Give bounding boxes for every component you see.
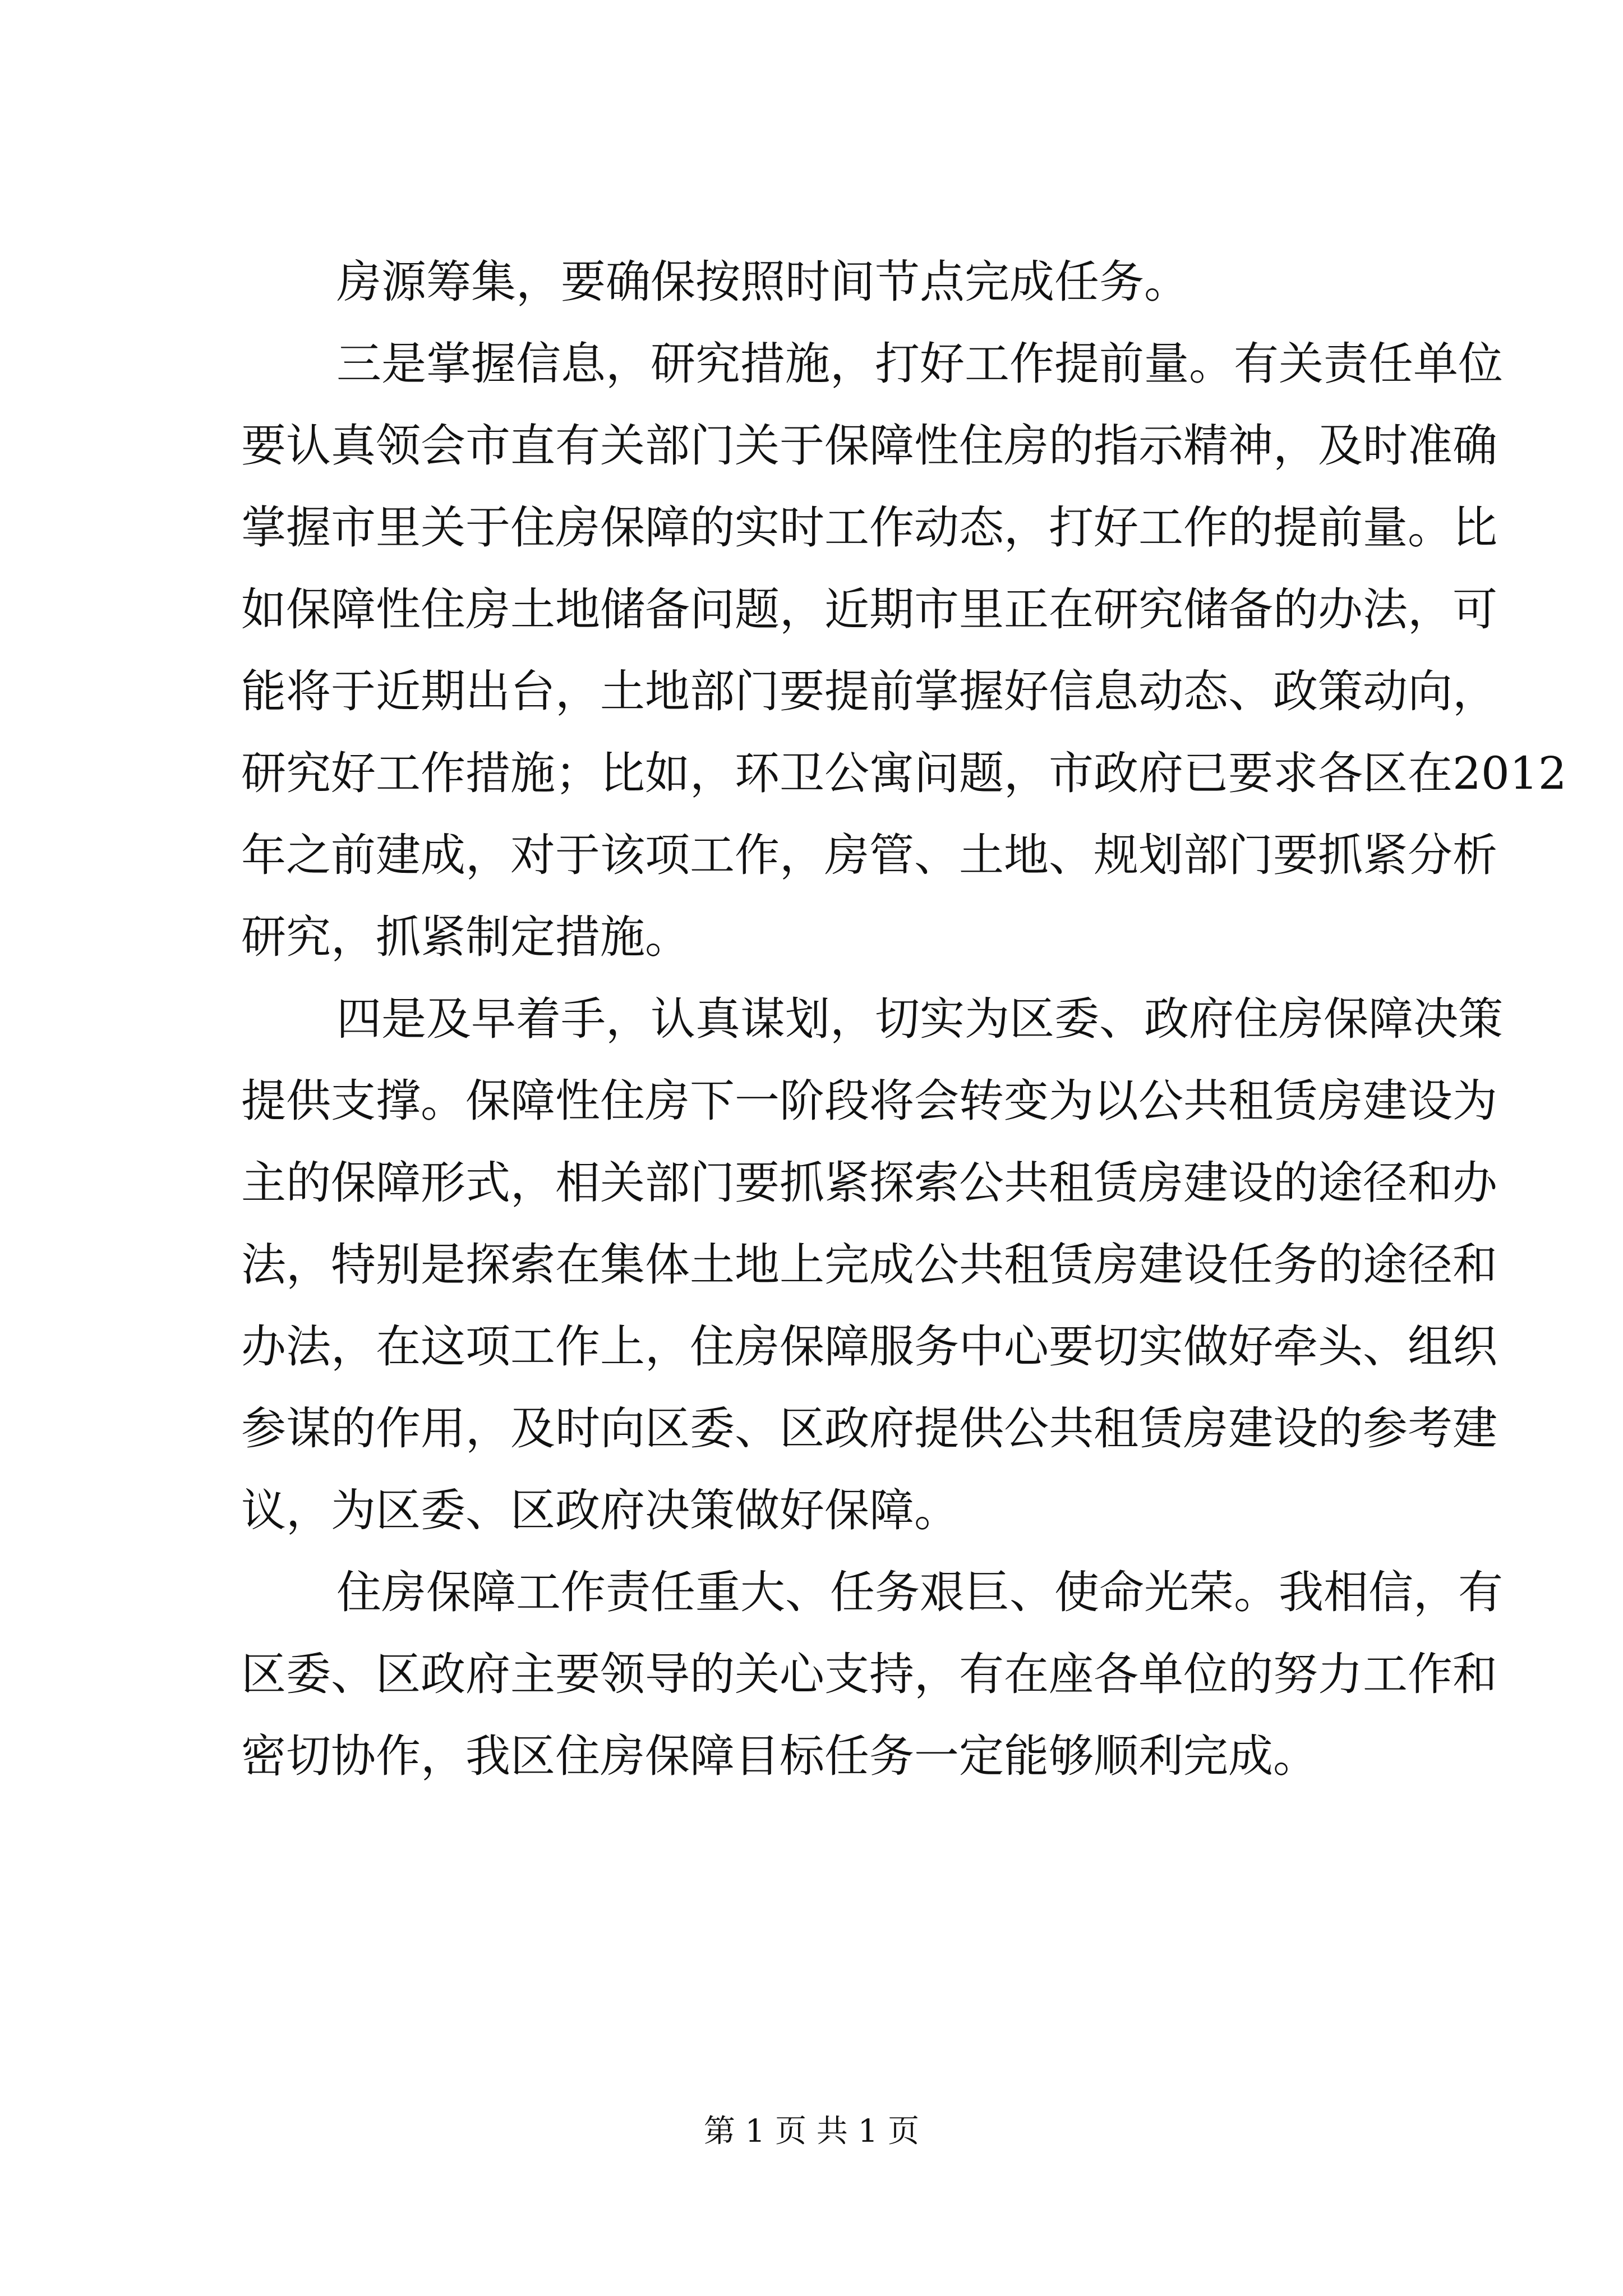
paragraph-line: 年之前建成，对于该项工作，房管、土地、规划部门要抓紧分析 — [241, 829, 1497, 881]
paragraph-line: 要认真领会市直有关部门关于保障性住房的指示精神，及时准确 — [241, 420, 1497, 472]
paragraph-line: 法，特别是探索在集体土地上完成公共租赁房建设任务的途径和 — [241, 1239, 1497, 1291]
paragraph-line: 议，为区委、区政府决策做好保障。 — [241, 1484, 959, 1536]
paragraph-line: 房源筹集，要确保按照时间节点完成任务。 — [336, 256, 1189, 308]
paragraph-line: 办法，在这项工作上，住房保障服务中心要切实做好牵头、组织 — [241, 1320, 1497, 1373]
paragraph-line: 四是及早着手，认真谋划，切实为区委、政府住房保障决策 — [336, 993, 1503, 1045]
paragraph-line: 研究，抓紧制定措施。 — [241, 911, 690, 963]
paragraph-line: 能将于近期出台，土地部门要提前掌握好信息动态、政策动向， — [241, 665, 1497, 717]
paragraph-line: 区委、区政府主要领导的关心支持，有在座各单位的努力工作和 — [241, 1648, 1497, 1700]
paragraph-line: 掌握市里关于住房保障的实时工作动态，打好工作的提前量。比 — [241, 501, 1497, 554]
paragraph-line: 主的保障形式，相关部门要抓紧探索公共租赁房建设的途径和办 — [241, 1157, 1497, 1209]
paragraph-line: 如保障性住房土地储备问题，近期市里正在研究储备的办法，可 — [241, 583, 1497, 636]
page-number-footer: 第 1 页 共 1 页 — [703, 2113, 920, 2150]
paragraph-line: 研究好工作措施；比如，环卫公寓问题，市政府已要求各区在2012 — [241, 747, 1567, 799]
paragraph-line: 住房保障工作责任重大、任务艰巨、使命光荣。我相信，有 — [336, 1566, 1503, 1618]
paragraph-line: 三是掌握信息，研究措施，打好工作提前量。有关责任单位 — [336, 338, 1503, 390]
document-body — [241, 241, 1567, 1797]
paragraph-line: 提供支撑。保障性住房下一阶段将会转变为以公共租赁房建设为 — [241, 1075, 1497, 1127]
paragraph-line: 参谋的作用，及时向区委、区政府提供公共租赁房建设的参考建 — [241, 1402, 1497, 1455]
paragraph-line: 密切协作，我区住房保障目标任务一定能够顺利完成。 — [241, 1730, 1318, 1782]
